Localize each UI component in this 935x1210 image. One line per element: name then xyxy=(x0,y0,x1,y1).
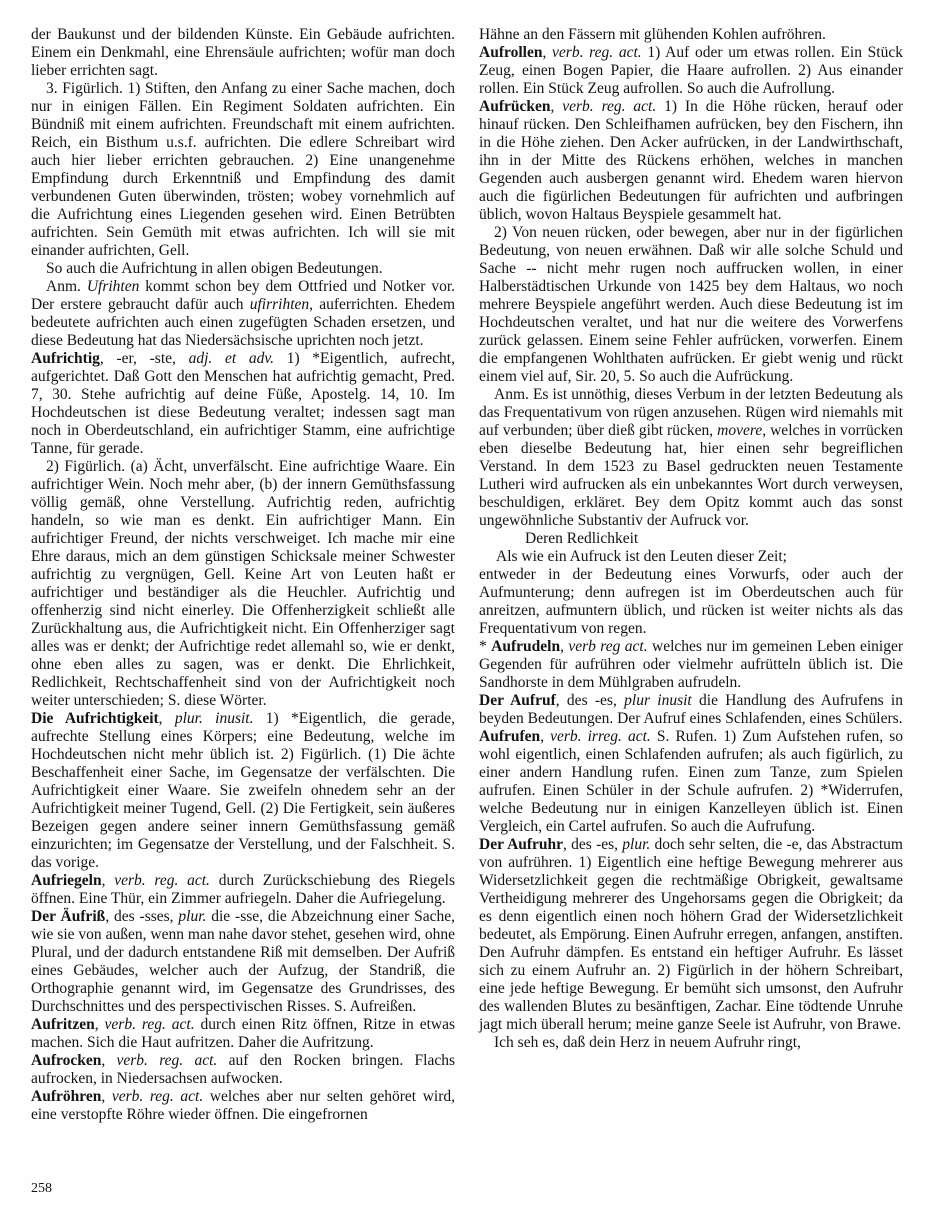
grammar-label: adj. et adv. xyxy=(188,350,274,367)
text-run: welches aber nur selten gehöret wird, eine verstopfte Röhre wieder öffnen. Die eingefrornen xyxy=(31,1088,456,1123)
text-run: , auferrichten. Ehedem bedeutete aufrichten auch einen zugefügten Schaden ersetzen, und diese Bedeutung hat das Niedersächsische uprichten noch jetzt. xyxy=(31,296,456,349)
dictionary-entry xyxy=(31,350,455,458)
grammar-label: plur. xyxy=(622,836,651,853)
text-run: , -er, -ste, xyxy=(99,350,189,367)
paragraph xyxy=(31,278,455,350)
text-run: , xyxy=(101,1088,112,1105)
text-run: durch Zurückschiebung des Riegels öffnen. Eine Thür, ein Zimmer aufriegeln. Daher die Aufriegelung. xyxy=(31,872,455,907)
text-run: die -sse, die Abzeichnung einer Sache, wie sie von außen, wenn man nahe davor stehet, gesehen wird, ohne Plural, und der dadurch entstandene Riß mit demselben. Der Aufriß eines Gebäudes, welcher auch der Aufzug, der Standriß, die Orthographie genannt wird, im Gegensatze des Grundrisses, des Durchschnittes und des perspectivischen Risses. S. Aufreißen. xyxy=(31,908,455,1015)
entry-headword: Aufröhren xyxy=(31,1088,102,1105)
entry-headword: Aufrufen xyxy=(479,728,541,745)
grammar-label: plur inusit xyxy=(624,692,692,709)
column-right xyxy=(479,26,903,1124)
text-columns xyxy=(31,26,904,1124)
text-run: doch sehr selten, die -e, das Abstractum von aufrühren. 1) Eigentlich eine heftige Bewegung mehrerer aus Widersetzlichkeit gegen die rechtmäßige Obrigkeit, gewaltsame Vertheidigung mehrerer des Ungehorsams gegen die Obrigkeit; da es denn eigentlich einen noch höhern Grad der Widersetzlichkeit bedeutet, als Empörung. Einen Aufruhr erregen, anfangen, anstiften. Den Aufruhr dämpfen. Es entstand ein heftiger Aufruhr. Es lässet sich zu einem Aufruhr an. 2) Figürlich in der höhern Schreibart, eine jede heftige Bewegung. Er bemüht sich umsonst, den Aufruhr des wallenden Blutes zu besänftigen, Zachar. Eine tödtende Unruhe jagt mich überall herum; meine ganze Seele ist Aufruhr, von Brawe. xyxy=(479,836,903,1033)
paragraph xyxy=(479,530,903,548)
page-number: 258 xyxy=(31,1181,52,1196)
text-run: S. Rufen. 1) Zum Aufstehen rufen, so wohl eigentlich, einen Schlafenden aufrufen; als auch figürlich, zu einer andern Handlung rufen. Einen zum Tanze, zum Spielen aufrufen. Einen Schüler in der Schule aufrufen. 2) *Widerrufen, welche Bedeutung nur in einigen Kanzelleyen üblich ist. Einen Vergleich, ein Cartel aufrufen. So auch die Aufrufung. xyxy=(479,728,903,835)
grammar-label: verb. reg. act. xyxy=(562,98,657,115)
dictionary-entry xyxy=(31,1016,455,1052)
grammar-label: Ufrihten xyxy=(86,278,140,295)
grammar-label: verb. reg. act. xyxy=(116,1052,218,1069)
text-run: 2) Von neuen rücken, oder bewegen, aber nur in der figürlichen Bedeutung, von neuen erwähnen. Daß wir alle solche Schuld und Sache -- nicht mehr rugen noch auffrucken wollen, in einer Halberstädtischen Urkunde von 1425 bey dem Haltaus, wo noch mehrere Beyspiele angeführt werden. Auch diese Bedeutung ist im Hochdeutschen veraltet, und hat nur die weitere des Vorwerfens zurück gelassen. Einem seine Fehler aufrücken, vorwerfen. Einem die empfangenen Wohlthaten aufrücken. Er giebt wenig und rückt einem viel auf, Sir. 20, 5. So auch die Aufrückung. xyxy=(479,224,903,385)
paragraph xyxy=(479,548,903,566)
paragraph xyxy=(31,80,455,260)
grammar-label: plur. inusit. xyxy=(174,710,254,727)
grammar-label: movere xyxy=(717,422,763,439)
text-run: Als wie ein Aufruck ist den Leuten dieser Zeit; xyxy=(496,548,787,565)
dictionary-entry xyxy=(31,872,455,908)
grammar-label: verb. irreg. act. xyxy=(550,728,651,745)
text-run: Hähne an den Fässern mit glühenden Kohlen aufröhren. xyxy=(479,26,826,43)
text-run: 2) Figürlich. (a) Ächt, unverfälscht. Eine aufrichtige Waare. Ein aufrichtiger Wein. Noch mehr aber, (b) der innern Gemüthsfassung völlig gemäß, ohne Verstellung. Aufrichtig reden, aufrichtig handeln, so wie man es denkt. Ein aufrichtiger Mann. Ein aufrichtiger Freund, der nichts verschweiget. Ich mache mir eine Ehre daraus, mich an dem günstigen Schicksale meiner Schwester aufrichtig zu vergnügen, Gell. Keine Art von Leuten haßt er aufrichtiger und beständiger als die Heuchler. Aufrichtig und offenherzig sind nicht einerley. Die Offenherzigkeit schließt alle Zurückhaltung aus, die Aufrichtigkeit nicht. Ein Offenherziger sagt alles was er denkt; der Aufrichtige redet allemahl so, wie er denkt, ohne eben alles zu sagen, was er denkt. Die Ehrlichkeit, Redlichkeit, Rechtschaffenheit sind von der Aufrichtigkeit noch weiter unterschieden; S. diese Wörter. xyxy=(31,458,455,709)
grammar-label: verb. reg. act. xyxy=(114,872,210,889)
paragraph xyxy=(31,458,455,710)
grammar-label: plur. xyxy=(178,908,207,925)
text-run: 1) *Eigentlich, die gerade, aufrechte Stellung eines Körpers; eine Bedeutung, welche im Hochdeutschen nicht mehr üblich ist. 2) Figürlich. (1) Die ächte Beschaffenheit einer Sache, im Gegensatze der verfälschten. Die Aufrichtigkeit einer Waare. Sie zweifeln ohnedem sehr an der Aufrichtigkeit meiner Tugend, Gell. (2) Die Fertigkeit, sein äußeres Bezeigen gegen andere seiner innern Gemüthsfassung gemäß einzurichten; im Gegensatze der Verstellung, und der Falschheit. S. das vorige. xyxy=(31,710,455,871)
page-footer xyxy=(31,1181,52,1197)
entry-headword: Aufrudeln xyxy=(491,638,561,655)
text-run: 3. Figürlich. 1) Stiften, den Anfang zu einer Sache machen, doch nur in einigen Fällen. Ein Regiment Soldaten aufrichten. Ein Bündniß mit einem aufrichten. Freundschaft mit einem aufrichten. Reich, ein Bisthum u.s.f. aufrichten. Die edlere Schreibart wird auch hier lieber errichten gebrauchen. 2) Eine unangenehme Empfindung durch Erkenntniß und Empfindung des damit verbundenen Guten überwinden, trösten; wobey vornehmlich auf die Aufrichtung eines Liegenden gesehen wird. Einen Betrübten aufrichten. Sein Gemüth mit etwas aufrichten. Ich will sie mit einander aufrichten, Gell. xyxy=(31,80,455,259)
paragraph xyxy=(479,224,903,386)
entry-headword: Aufritzen xyxy=(31,1016,95,1033)
text-run: welches nur im gemeinen Leben einiger Gegenden für aufrühren oder vielmehr aufrütteln üblich ist. Die Sandhorste in dem Mühlgraben aufrudeln. xyxy=(479,638,903,691)
text-run: So auch die Aufrichtung in allen obigen Bedeutungen. xyxy=(46,260,383,277)
entry-headword: Aufrichtig xyxy=(31,350,100,367)
text-run: die Handlung des Aufrufens in beyden Bedeutungen. Der Aufruf eines Schlafenden, eines Schülers. xyxy=(479,692,903,727)
text-run: 1) Auf oder um etwas rollen. Ein Stück Zeug, einen Bogen Papier, die Haare aufrollen. 2) Aus einander rollen. Ein Stück Zeug aufrollen. So auch die Aufrollung. xyxy=(479,44,903,97)
grammar-label: verb. reg. act. xyxy=(552,44,642,61)
entry-headword: Aufriegeln xyxy=(31,872,102,889)
dictionary-entry xyxy=(479,728,903,836)
entry-headword: Aufrollen xyxy=(479,44,543,61)
text-run: , des -es, xyxy=(563,836,623,853)
column-left xyxy=(31,26,455,1124)
entry-headword: Der Aufruf xyxy=(479,692,556,709)
grammar-label: ufirrihten xyxy=(249,296,310,313)
dictionary-entry xyxy=(31,908,455,1016)
paragraph xyxy=(479,1034,903,1052)
dictionary-entry xyxy=(479,98,903,224)
text-run: Anm. Es ist unnöthig, dieses Verbum in der letzten Bedeutung als das Frequentativum von rügen anzusehen. Rügen wird niemahls mit auf verbunden; über dieß gibt rücken, xyxy=(479,386,903,439)
entry-headword: Der Äufriß xyxy=(31,908,106,925)
text-run: , welches in vorrücken eben dieselbe Bedeutung hat, hier einen sehr begreiflichen Verstand. In dem 1523 zu Basel gedruckten neuen Testamente Lutheri wird aufrucken als ein unbekanntes Wort durch verweysen, beschuldigen, erkläret. Bey dem Opitz kommt auch das sonst ungewöhnliche Substantiv der Aufruck vor. xyxy=(479,422,904,529)
text-run: Deren Redlichkeit xyxy=(525,530,639,547)
text-run: Anm. xyxy=(46,278,87,295)
entry-headword: Aufrocken xyxy=(31,1052,102,1069)
text-run: 1) *Eigentlich, aufrecht, aufgerichtet. Daß Gott den Menschen hat aufrichtig gemacht, Pred. 7, 30. Stehe aufrichtig auf deine Füße, Apostelg. 14, 10. Im Hochdeutschen ist diese Bedeutung veraltet; indessen sagt man noch in Oberdeutschland, ein aufrichtiger Stamm, eine aufrichtige Tanne, für gerade. xyxy=(31,350,455,457)
dictionary-entry xyxy=(479,692,903,728)
text-run: , xyxy=(94,1016,105,1033)
dictionary-entry xyxy=(479,638,903,692)
text-run: , xyxy=(101,1052,117,1069)
grammar-label: verb. reg. act. xyxy=(111,1088,204,1105)
dictionary-entry xyxy=(31,710,455,872)
text-run: * xyxy=(479,638,492,655)
dictionary-entry xyxy=(479,44,903,98)
paragraph xyxy=(479,566,903,638)
text-run: , xyxy=(158,710,175,727)
entry-headword: Aufrücken xyxy=(479,98,551,115)
dictionary-entry xyxy=(31,1052,455,1088)
paragraph xyxy=(479,386,903,530)
text-run: der Baukunst und der bildenden Künste. Ein Gebäude aufrichten. Einem ein Denkmahl, eine Ehrensäule aufrichten; wofür man doch lieber errichten sagt. xyxy=(31,26,455,79)
text-run: kommt schon bey dem Ottfried und Notker vor. Der erstere gebraucht dafür auch xyxy=(31,278,456,313)
grammar-label: verb. reg. act. xyxy=(104,1016,195,1033)
text-run: durch einen Ritz öffnen, Ritze in etwas machen. Sich die Haut aufritzen. Daher die Aufritzung. xyxy=(31,1016,455,1051)
paragraph xyxy=(479,26,903,44)
entry-headword: Die Aufrichtigkeit xyxy=(31,710,159,727)
paragraph xyxy=(31,26,455,80)
text-run: entweder in der Bedeutung eines Vorwurfs, oder auch der Aufmunterung; denn aufregen ist im Oberdeutschen auch für anreitzen, aufmuntern üblich, und rücken ist weiter nichts als das Frequentativum von regen. xyxy=(479,566,903,637)
dictionary-entry xyxy=(479,836,903,1034)
text-run: 1) In die Höhe rücken, herauf oder hinauf rücken. Den Schleifhamen aufrücken, bey den Fischern, ihn in die Höhe ziehen. Den Acker aufrücken, in der Landwirthschaft, ihn in der Mitte des Rückens erhöhen, welches in manchen Gegenden auch ausbergen genannt wird. Ehedem waren hiervon auch die figürlichen Bedeutungen für aufrichten und aufbringen üblich, wovon Haltaus Beyspiele gesammelt hat. xyxy=(479,98,903,223)
text-run: , xyxy=(550,98,563,115)
grammar-label: verb reg act. xyxy=(568,638,648,655)
text-run: , xyxy=(540,728,551,745)
text-run: , xyxy=(101,872,115,889)
text-run: auf den Rocken bringen. Flachs aufrocken, in Niedersachsen aufwocken. xyxy=(31,1052,455,1087)
paragraph xyxy=(31,260,455,278)
text-run: Ich seh es, daß dein Herz in neuem Aufruhr ringt, xyxy=(494,1034,801,1051)
dictionary-entry xyxy=(31,1088,455,1124)
text-run: , xyxy=(560,638,569,655)
text-run: , des -sses, xyxy=(105,908,179,925)
text-run: , xyxy=(542,44,553,61)
text-run: , des -es, xyxy=(555,692,625,709)
entry-headword: Der Aufruhr xyxy=(479,836,564,853)
